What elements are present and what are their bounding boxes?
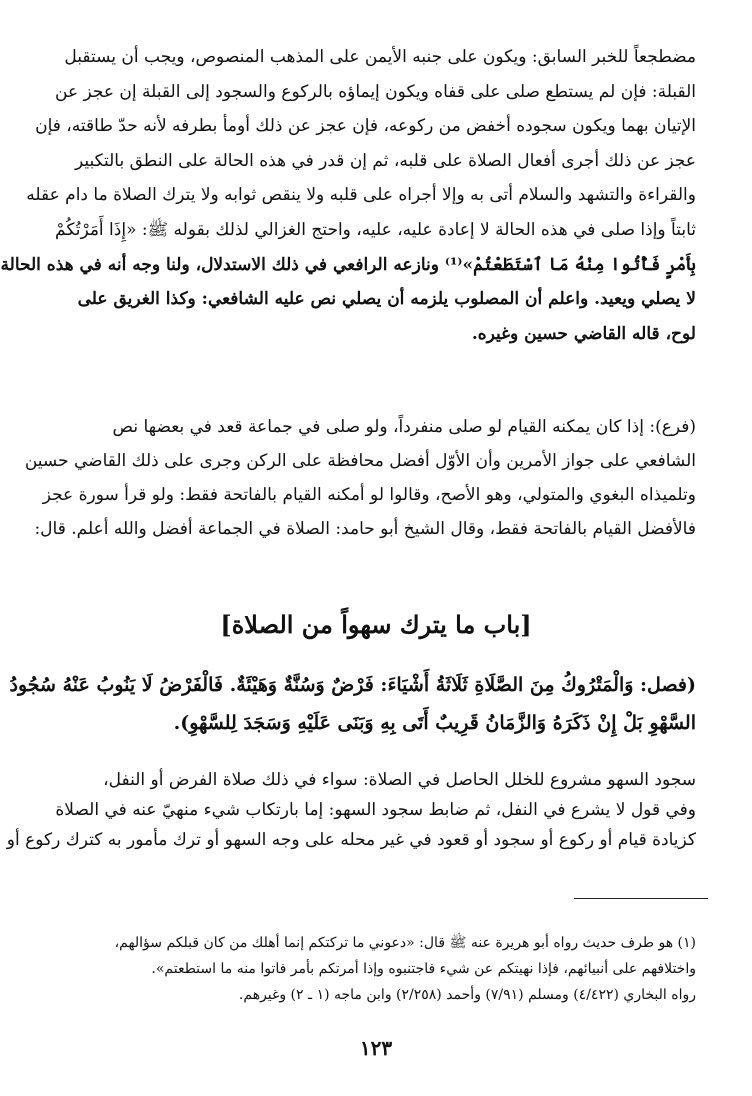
text-line: سجود السهو مشروع للخلل الحاصل في الصلاة: سواء في ذلك صلاة الفرض أو النفل، <box>103 770 696 790</box>
text-line: وفي قول لا يشرع في النفل، ثم ضابط سجود السهو: إما بارتكاب شيء منهيّ عنه في الصلاة <box>55 800 696 820</box>
text-line: كزيادة قيام أو ركوع أو سجود أو قعود في غير محله على وجه السهو أو ترك مأمور به كترك ركوع أو <box>6 830 696 850</box>
footnote-line: (١) هو طرف حديث رواه أبو هريرة عنه ﷺ قال: «دعوني ما تركتكم إنما أهلك من كان قبلكم سؤالهم، <box>114 935 696 951</box>
text-line: الإتيان بهما ويكون سجوده أخفض من ركوعه، فإن عجز عن ذلك أومأ بطرفه لأنه حدّ طاقته، فإن <box>35 116 696 137</box>
matn-paragraph <box>9 666 696 742</box>
text-line: لا يصلي ويعيد. واعلم أن المصلوب يلزمه أن يصلي نص عليه الشافعي: وكذا الغريق على <box>77 289 696 310</box>
text-line: ثابتاً وإذا صلى في هذه الحالة لا إعادة عليه، عليه، واحتج الغزالي لذلك بقوله ﷺ: «إِذَا أَمَرْتُكُمْ <box>55 219 696 240</box>
body-paragraph-1 <box>0 40 696 351</box>
text-line: السَّهْوِ بَلْ إِنْ ذَكَرَهُ وَالزَّمَانُ قَرِيبٌ أَتَى بِهِ وَبَنَى عَلَيْهِ وَسَجَدَ لِلسَّهْوِ). <box>173 712 696 734</box>
text-line: لوح، قاله القاضي حسين وغيره. <box>471 323 696 344</box>
footnote-line: واختلافهم على أنبيائهم، فإذا نهيتكم عن شيء فاجتنبوه وإذا أمرتكم بأمر فاتوا منه ما استطعتم». <box>151 961 696 977</box>
text-line: مضطجعاً للخبر السابق: ويكون على جنبه الأيمن على المذهب المنصوص، ويجب أن يستقبل <box>64 47 696 67</box>
text-line: والقراءة والتشهد والسلام أتى به وإلا أجراه على قلبه ولا ينقص ثوابه ولا يترك الصلاة ما دام عقله <box>26 185 696 206</box>
text-line: عجز عن ذلك أجرى أفعال الصلاة على قلبه، ثم إن قدر في هذه الحالة على النطق بالتكبير <box>74 150 696 171</box>
text-line: فالأفضل القيام بالفاتحة فقط، وقال الشيخ أبو حامد: الصلاة في الجماعة أفضل والله أعلم. قال: <box>34 519 696 539</box>
footnote-divider <box>574 898 708 899</box>
text-line: (فرع): إذا كان يمكنه القيام لو صلى منفرداً، ولو صلى في جماعة قعد في بعضها نص <box>112 417 696 437</box>
body-paragraph-2 <box>24 410 696 546</box>
text-line: بِأَمْرٍ فَأْتُوا مِنْهُ مَا ٱسْتَطَعْتُمْ»⁽¹⁾ ونازعه الرافعي في ذلك الاستدلال، ولنا وجه أنه في هذه الحالة <box>0 254 696 275</box>
footnote-line: رواه البخاري (٤/٤٢٢) ومسلم (٧/٩١) وأحمد (٢/٢٥٨) وابن ماجه (١ ـ ٢) وغيرهم. <box>238 987 696 1003</box>
text-line: وتلميذاه البغوي والمتولي، وهو الأصح، وقالوا لو أمكنه القيام بالفاتحة فقط: ولو قرأ سورة عجز <box>42 485 696 505</box>
body-paragraph-4 <box>6 765 696 855</box>
page-number: ١٢٣ <box>359 1036 393 1060</box>
footnote <box>62 930 696 1008</box>
text-line: القبلة: فإن لم يستطع صلى على قفاه ويكون إيماؤه بالركوع والسجود إلى القبلة إن عجز عن <box>55 81 696 102</box>
chapter-heading: [باب ما يترك سهواً من الصلاة] <box>220 610 532 639</box>
text-line: الشافعي على جواز الأمرين وأن الأوّل أفضل محافظة على الركن وجرى على ذلك القاضي حسين <box>24 451 696 471</box>
text-line: (فصل: وَالْمَتْرُوكُ مِنَ الصَّلَاةِ ثَلَاثَةُ أَشْيَاءَ: فَرْضٌ وَسُنَّةٌ وَهَيْئَةٌ. فَالْفَرْضُ لَا يَنُوبُ عَنْهُ سُجُودُ <box>9 674 696 696</box>
